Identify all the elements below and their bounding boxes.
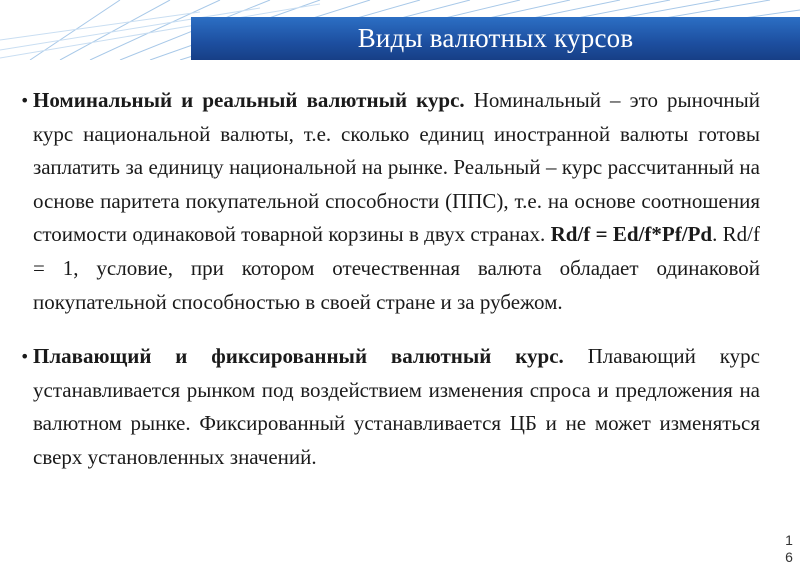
paragraph-nominal-real [20, 84, 760, 319]
paragraph-text: Плавающий курс устанавливается рынком под воздействием изменения спроса и предложения на валютном рынке. Фиксированный устанавливается ЦБ и не может изменяться сверх установленных значений. [33, 344, 760, 469]
formula: Rd/f = Ed/f*Pf/Pd [550, 222, 713, 247]
paragraph-heading: Плавающий и фиксированный валютный курс. [33, 344, 564, 369]
page-number-digit-1: 1 [785, 532, 793, 548]
page-number-digit-2: 6 [785, 549, 793, 565]
paragraph-floating-fixed [20, 340, 760, 474]
paragraph-text: Номинальный – это рыночный курс национальной валюты, т.е. сколько единиц иностранной валюты готовы заплатить за единицу национальной на рынке. Реальный – курс рассчитанный на основе паритета покупательной способности (ППС), т.е. на основе соотношения стоимости одинаковой товарной корзины в двух странах. [33, 88, 760, 247]
page-number [782, 532, 796, 566]
title-bar [191, 17, 800, 60]
bullet-dot-icon: • [20, 91, 30, 110]
paragraph-text-continued: . Rd/f = 1, условие, при котором отечественная валюта обладает одинаковой покупательной способностью в своей стране и за рубежом. [33, 222, 760, 314]
paragraph-heading: Номинальный и реальный валютный курс. [33, 88, 465, 112]
bullet-dot-icon: • [20, 347, 30, 367]
slide-title: Виды валютных курсов [357, 23, 634, 53]
slide-content [20, 84, 760, 475]
